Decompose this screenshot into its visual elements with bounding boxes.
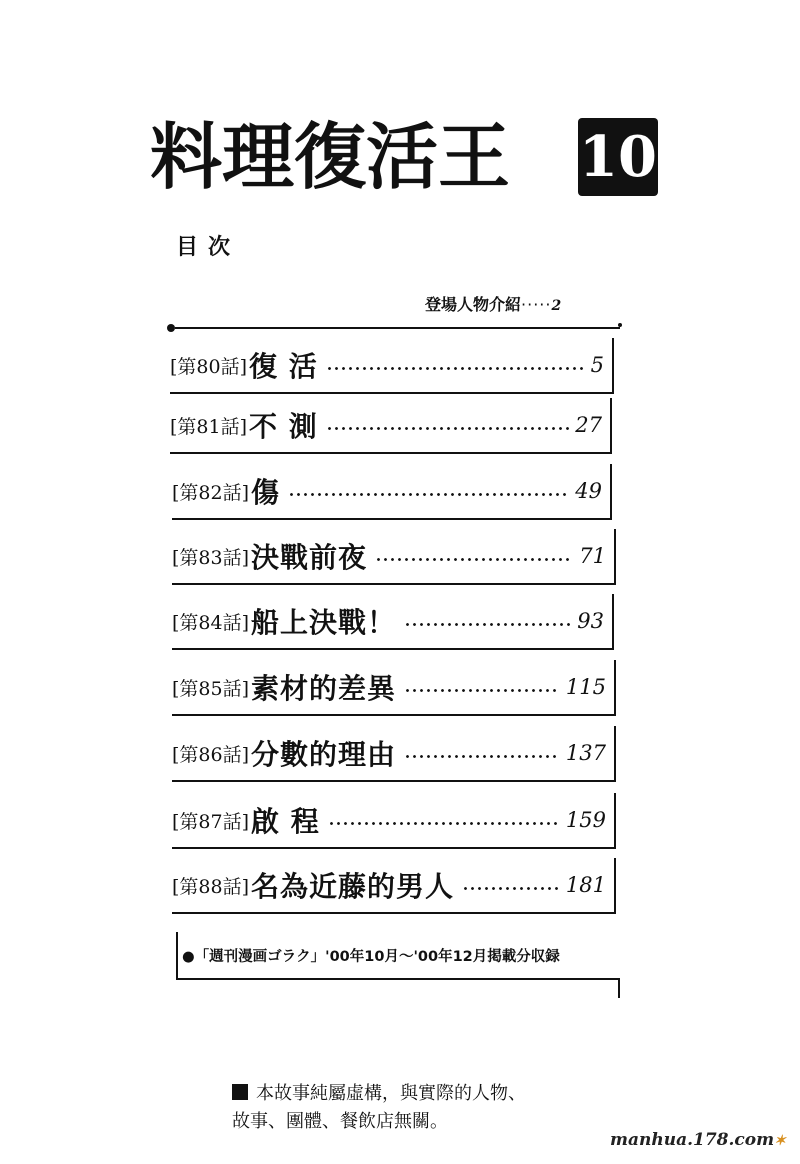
watermark-text: manhua.178.com (610, 1130, 775, 1150)
chapter-page: 5 (590, 353, 604, 377)
chapter-entry (172, 464, 612, 520)
chapter-number: [第84話] (172, 611, 250, 634)
disclaimer-line-1: 本故事純屬虛構，與實際的人物、 (256, 1083, 526, 1104)
chapter-entry (170, 398, 612, 454)
chapter-number: [第80話] (170, 355, 248, 378)
dot-leader (326, 367, 585, 370)
serialization-rule-tick (618, 978, 620, 998)
dot-leader (404, 623, 571, 626)
chapter-entry (172, 529, 616, 585)
chapter-page: 71 (579, 544, 606, 568)
disclaimer-line-2: 故事、團體、餐飲店無關。 (232, 1111, 448, 1132)
dot-leader (326, 427, 570, 430)
chapter-title: 傷 (251, 476, 281, 509)
chapter-title: 啟 程 (251, 805, 320, 838)
chapter-page: 27 (575, 413, 602, 437)
chapter-entry (172, 660, 616, 716)
chapter-number: [第86話] (172, 743, 250, 766)
chapter-title: 名為近藤的男人 (251, 870, 455, 903)
chapter-number: [第82話] (172, 481, 250, 504)
cast-introduction-page: 2 (551, 298, 562, 314)
dot-leader (462, 887, 560, 890)
chapter-page: 137 (565, 741, 606, 765)
serialization-note: ●「週刊漫画ゴラク」'00年10月～'00年12月掲載分収録 (176, 932, 620, 980)
chapter-number: [第85話] (172, 677, 250, 700)
book-title: 料理復活王 (150, 115, 511, 199)
chapter-number: [第87話] (172, 810, 250, 833)
chapter-number: [第81話] (170, 415, 248, 438)
dot-leader (404, 755, 560, 758)
dot-leader (375, 558, 573, 561)
chapter-entry (172, 793, 616, 849)
chapter-title: 決戰前夜 (251, 541, 368, 574)
chapter-title: 素材的差異 (251, 672, 397, 705)
chapter-entry (172, 858, 616, 914)
dot-leader (328, 822, 560, 825)
chapter-page: 49 (575, 479, 602, 503)
watermark (610, 1130, 786, 1150)
chapter-number: [第83話] (172, 546, 250, 569)
chapter-page: 181 (565, 873, 606, 897)
volume-number-badge: 10 (578, 118, 658, 196)
disclaimer (232, 1080, 526, 1136)
dot-leader (404, 689, 560, 692)
chapter-title: 不 測 (249, 410, 318, 443)
chapter-entry (170, 338, 614, 394)
toc-heading: 目次 (176, 235, 241, 260)
chapter-page: 159 (565, 808, 606, 832)
dot-leader (288, 493, 569, 496)
star-icon: ✶ (774, 1133, 786, 1149)
chapter-entry (172, 726, 616, 782)
cast-introduction-label: 登場人物介紹 (425, 295, 522, 314)
chapter-title: 船上決戰！ (251, 606, 397, 639)
chapter-number: [第88話] (172, 875, 250, 898)
cast-introduction-leader: ····· (521, 295, 552, 314)
chapter-page: 93 (577, 609, 604, 633)
chapter-title: 分數的理由 (251, 738, 397, 771)
chapter-title: 復 活 (249, 350, 318, 383)
chapter-entry (172, 594, 614, 650)
chapter-page: 115 (565, 675, 606, 699)
square-bullet-icon (232, 1084, 248, 1100)
